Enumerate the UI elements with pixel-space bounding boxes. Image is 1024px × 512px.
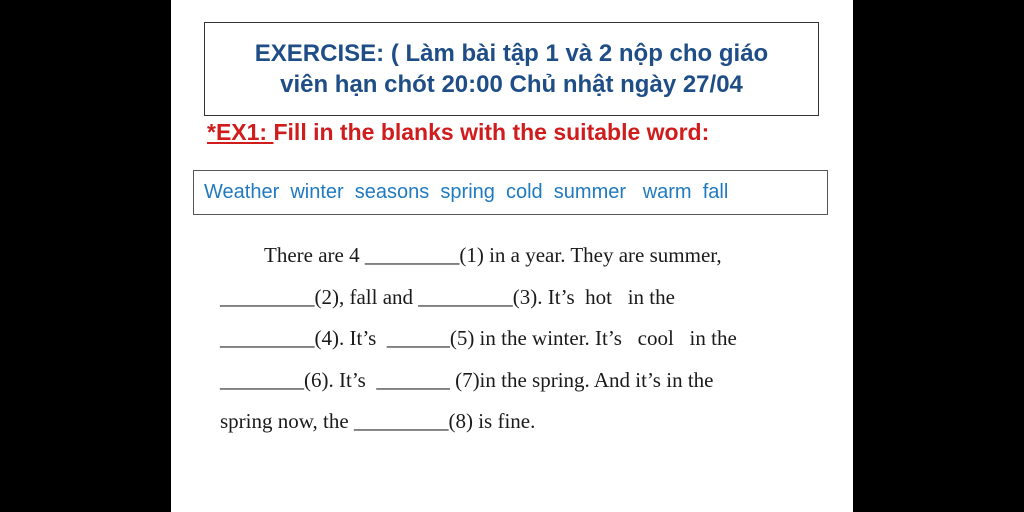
word-bank: Weather winter seasons spring cold summer warm fall (204, 181, 729, 203)
ex1-instruction: Fill in the blanks with the suitable word: (273, 119, 710, 145)
exercise-title-box (204, 22, 819, 116)
ex1-label: *EX1: (207, 119, 274, 145)
passage (220, 238, 820, 446)
word-bank-box (193, 170, 828, 215)
ex1-heading (207, 119, 709, 146)
exercise-title (255, 38, 768, 100)
passage-line-4: ________(6). It’s _______ (7)in the spring. And it’s in the (220, 367, 714, 392)
exercise-title-line-1: EXERCISE: ( Làm bài tập 1 và 2 nộp cho giáo (254, 40, 769, 67)
passage-line-2: _________(2), fall and _________(3). It’s hot in the (220, 284, 675, 309)
exercise-title-line-2: viên hạn chót 20:00 Chủ nhật ngày 27/04 (280, 71, 743, 98)
passage-line-3: _________(4). It’s ______(5) in the winter. It’s cool in the (220, 326, 737, 350)
passage-line-5: spring now, the _________(8) is fine. (220, 409, 536, 433)
slide (171, 0, 853, 512)
passage-line-1: There are 4 _________(1) in a year. They are summer, (264, 243, 722, 267)
